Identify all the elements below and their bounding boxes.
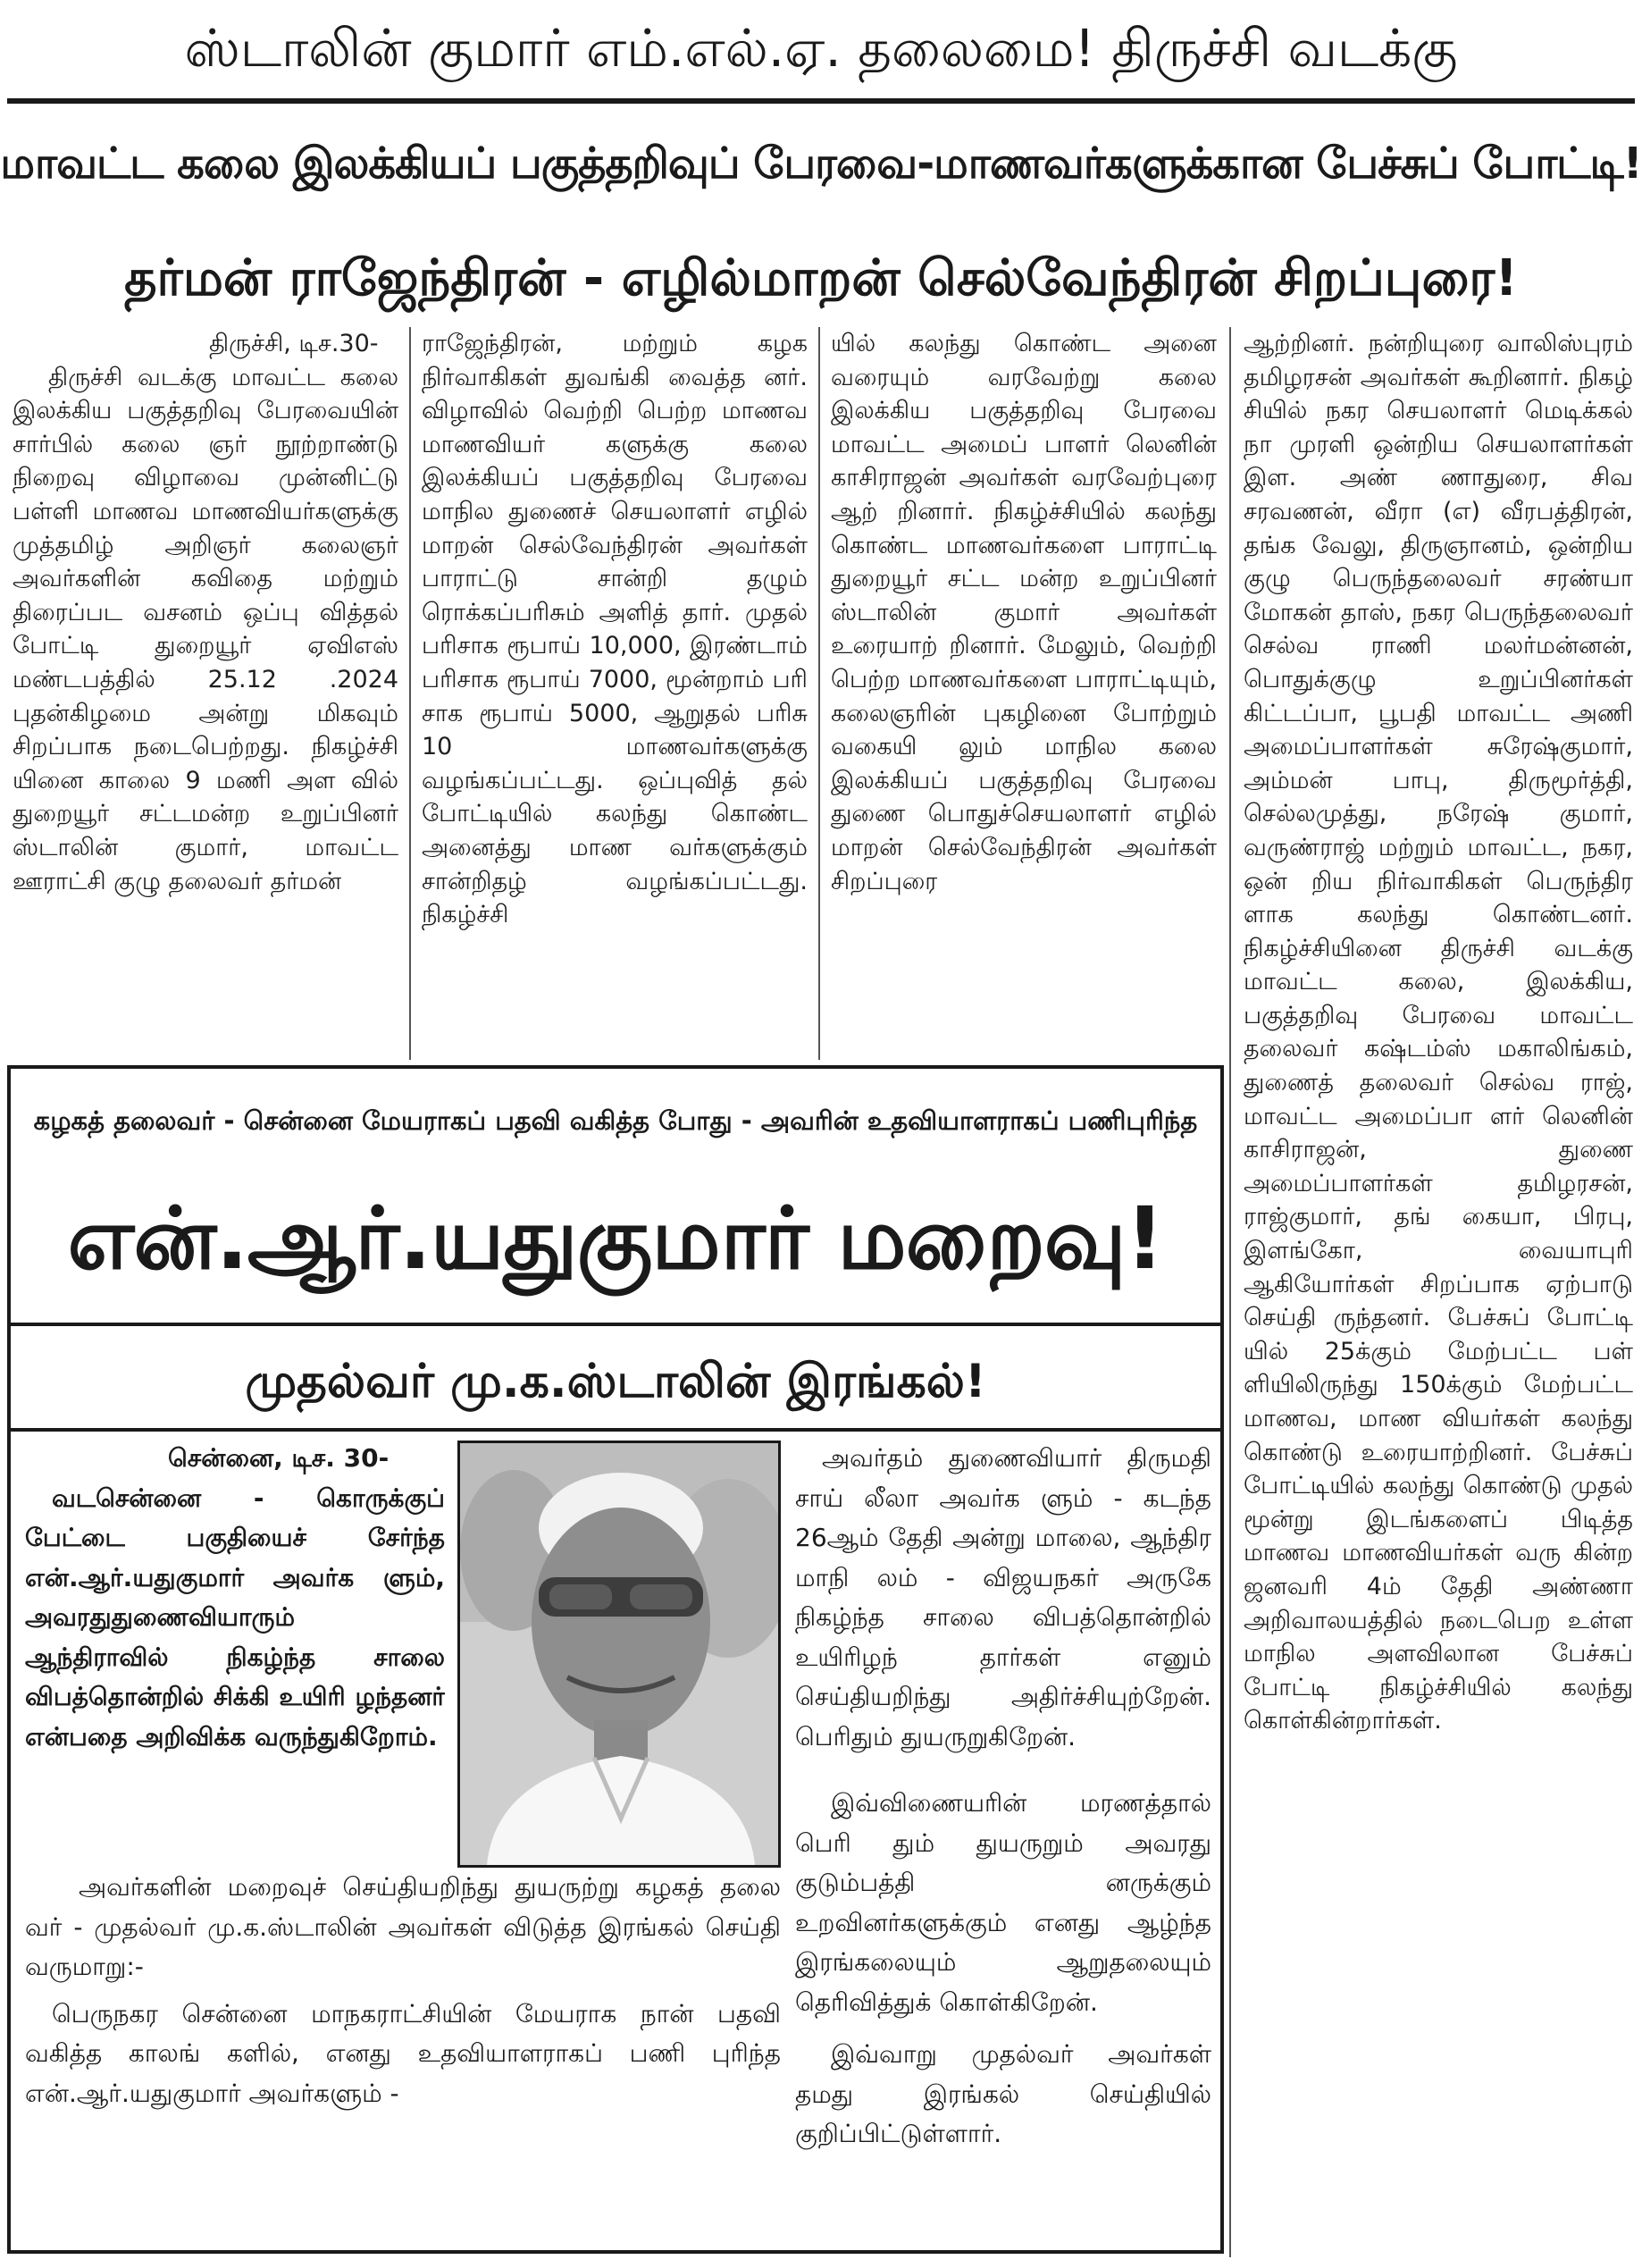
article-paragraph: யில் கலந்து கொண்ட அனை வரையும் வரவேற்று கலை இலக்கிய பகுத்தறிவு பேரவை மாவட்ட அமைப் பாளர் லெனின் காசிராஜன் அவர்கள் வரவேற்புரை ஆற் றினார். நிகழ்ச்சியில் கலந்து கொண்ட மாணவர்களை பாராட்டி துறையூர் சட்ட மன்ற உறுப்பினர் ஸ்டாலின் குமார் அவர்கள் உரையாற் றினார். மேலும், வெற்றி பெற்ற மாணவர்களை பாராட்டியும், கலைஞரின் புகழினை போற்றும் வகையி லும் மாநில கலை இலக்கியப் பகுத்தறிவு பேரவை துணை பொதுச்செயலாளர் எழில் மாறன் செல்வேந்திரன் அவர்கள் சிறப்புரை	[831, 330, 1217, 895]
article-paragraph: திருச்சி வடக்கு மாவட்ட கலை இலக்கிய பகுத்தறிவு பேரவையின் சார்பில் கலை ஞர் நூற்றாண்டு நிறைவு விழாவை முன்னிட்டு பள்ளி மாணவ மாணவியர்களுக்கு முத்தமிழ் அறிஞர் கலைஞர் அவர்களின் கவிதை மற்றும் திரைப்பட வசனம் ஒப்பு வித்தல் போட்டி துறையூர் ஏவிஎஸ் மண்டபத்தில் 25.12 .2024 புதன்கிழமை அன்று மிகவும் சிறப்பாக நடைபெற்றது. நிகழ்ச்சி யினை காலை 9 மணி அள வில் துறையூர் சட்டமன்ற உறுப்பினர் ஸ்டாலின் குமார், மாவட்ட ஊராட்சி குழு தலைவர் தர்மன்	[13, 363, 398, 895]
obituary-paragraph: பெருநகர சென்னை மாநகராட்சியின் மேயராக நான் பதவி வகித்த காலங் களில், எனது உதவியாளராகப் பணி புரிந்த என்.ஆர்.யதுகுமார் அவர்களும் -	[25, 1998, 781, 2108]
obituary-title: என்.ஆர்.யதுகுமார் மறைவு!	[67, 1189, 1164, 1289]
headline-sub: தர்மன் ராஜேந்திரன் - எழில்மாறன் செல்வேந்திரன் சிறப்புரை!	[124, 249, 1518, 307]
obituary-divider	[7, 1323, 1224, 1326]
portrait-image	[460, 1443, 778, 1865]
article-paragraph: ராஜேந்திரன், மற்றும் கழக நிர்வாகிகள் துவங்கி வைத்த னர். விழாவில் வெற்றி பெற்ற மாணவ மாணவியர் களுக்கு கலை இலக்கியப் பகுத்தறிவு பேரவை மாநில துணைச் செயலாளர் எழில் மாறன் செல்வேந்திரன் அவர்கள் பாராட்டு சான்றி தழும் ரொக்கப்பரிசும் அளித் தார். முதல் பரிசாக ரூபாய் 10,000, இரண்டாம் பரிசாக ரூபாய் 7000, மூன்றாம் பரி சாக ரூபாய் 5000, ஆறுதல் பரிசு 10 மாணவர்களுக்கு வழங்கப்பட்டது. ஒப்புவித் தல் போட்டியில் கலந்து கொண்ட அனைத்து மாண வர்களுக்கும் சான்றிதழ் வழங்கப்பட்டது. நிகழ்ச்சி	[422, 330, 808, 929]
article-column-4	[1244, 327, 1633, 2263]
headline-main: மாவட்ட கலை இலக்கியப் பகுத்தறிவுப் பேரவை-மாணவர்களுக்கான பேச்சுப் போட்டி!	[0, 139, 1642, 189]
obituary-body-column	[25, 1868, 781, 2243]
headline-kicker: ஸ்டாலின் குமார் எம்.எல்.ஏ. தலைமை! திருச்சி வடக்கு	[184, 18, 1458, 79]
obituary-paragraph: இவ்வாறு முதல்வர் அவர்கள் தமது இரங்கல் செய்தியில் குறிப்பிட்டுள்ளார்.	[795, 2039, 1211, 2148]
column-divider	[409, 327, 411, 1060]
obituary-paragraph: அவர்களின் மறைவுச் செய்தியறிந்து துயருற்று கழகத் தலை வர் - முதல்வர் மு.க.ஸ்டாலின் அவர்கள் விடுத்த இரங்கல் செய்தி வருமாறு:-	[25, 1872, 781, 1981]
article-column-1	[13, 327, 398, 1060]
obituary-kicker: கழகத் தலைவர் - சென்னை மேயராகப் பதவி வகித்த போது - அவரின் உதவியாளராகப் பணிபுரிந்த	[33, 1105, 1198, 1136]
obituary-dateline: சென்னை, டிச. 30-	[168, 1443, 390, 1473]
obituary-paragraph: இவ்விணையரின் மரணத்தால் பெரி தும் துயருறும் அவரது குடும்பத்தி னருக்கும் உறவினர்களுக்கும் எனது ஆழ்ந்த இரங்கலையும் ஆறுதலையும் தெரிவித்துக் கொள்கிறேன்.	[795, 1788, 1211, 2017]
article-column-3	[831, 327, 1217, 1060]
headline-divider	[7, 98, 1635, 104]
column-divider	[818, 327, 820, 1060]
article-dateline: திருச்சி, டிச.30-	[209, 330, 379, 357]
obituary-divider	[7, 1428, 1224, 1432]
obituary-right-column	[795, 1439, 1211, 2243]
article-paragraph: ஆற்றினர். நன்றியுரை வாலிஸ்புரம் தமிழரசன் அவர்கள் கூறினார். நிகழ் சியில் நகர செயலாளர் மெடிக்கல் நா முரளி ஒன்றிய செயலாளர்கள் இள. அண் ணாதுரை, சிவ சரவணன், வீரா (எ) வீரபத்திரன், தங்க வேலு, திருஞானம், ஒன்றிய குழு பெருந்தலைவர் சரண்யா மோகன் தாஸ், நகர பெருந்தலைவர் செல்வ ராணி மலர்மன்னன், பொதுக்குழு உறுப்பினர்கள் கிட்டப்பா, பூபதி மாவட்ட அணி அமைப்பாளர்கள் சுரேஷ்குமார், அம்மன் பாபு, திருமூர்த்தி, செல்லமுத்து, நரேஷ் குமார், வருண்ராஜ் மற்றும் மாவட்ட, நகர, ஒன் றிய நிர்வாகிகள் பெருந்திர ளாக கலந்து கொண்டனர். நிகழ்ச்சியினை திருச்சி வடக்கு மாவட்ட கலை, இலக்கிய, பகுத்தறிவு பேரவை மாவட்ட தலைவர் கஷ்டம்ஸ் மகாலிங்கம், துணைத் தலைவர் செல்வ ராஜ், மாவட்ட அமைப்பா ளர் லெனின் காசிராஜன், துணை அமைப்பாளர்கள் தமிழரசன், ராஜ்குமார், தங் கையா, பிரபு, இளங்கோ, வையாபுரி ஆகியோர்கள் சிறப்பாக ஏற்பாடு செய்தி ருந்தனர். பேச்சுப் போட்டி யில் 25க்கும் மேற்பட்ட பள் ளியிலிருந்து 150க்கும் மேற்பட்ட மாணவ, மாண வியர்கள் கலந்து கொண்டு உரையாற்றினர். பேச்சுப் போட்டியில் கலந்து கொண்டு முதல் மூன்று இடங்களைப் பிடித்த மாணவ மாணவியர்கள் வரு கின்ற ஜனவரி 4ம் தேதி அண்ணா அறிவாலயத்தில் நடைபெற உள்ள மாநில அளவிலான பேச்சுப் போட்டி நிகழ்ச்சியில் கலந்து கொள்கின்றார்கள்.	[1244, 330, 1633, 1735]
obituary-lead-column	[25, 1439, 445, 1859]
obituary-subtitle: முதல்வர் மு.க.ஸ்டாலின் இரங்கல்!	[245, 1355, 986, 1408]
obituary-paragraph: அவர்தம் துணைவியார் திருமதி சாய் லீலா அவர்க ளும் - கடந்த 26ஆம் தேதி அன்று மாலை, ஆந்திர மாநி லம் - விஜயநகர் அருகே நிகழ்ந்த சாலை விபத்தொன்றில் உயிரிழந் தார்கள் எனும் செய்தியறிந்து அதிர்ச்சியுற்றேன். பெரிதும் துயருறுகிறேன்.	[795, 1443, 1211, 1751]
column-divider	[1229, 327, 1231, 2257]
portrait-photo	[457, 1441, 781, 1868]
article-column-2	[422, 327, 808, 1060]
obituary-lead: வடசென்னை - கொருக்குப் பேட்டை பகுதியைச் சேர்ந்த என்.ஆர்.யதுகுமார் அவர்க ளும், அவரதுதுணைவியாரும் ஆந்திராவில் நிகழ்ந்த சாலை விபத்தொன்றில் சிக்கி உயிரி ழந்தனர் என்பதை அறிவிக்க வருந்துகிறோம்.	[25, 1483, 445, 1751]
